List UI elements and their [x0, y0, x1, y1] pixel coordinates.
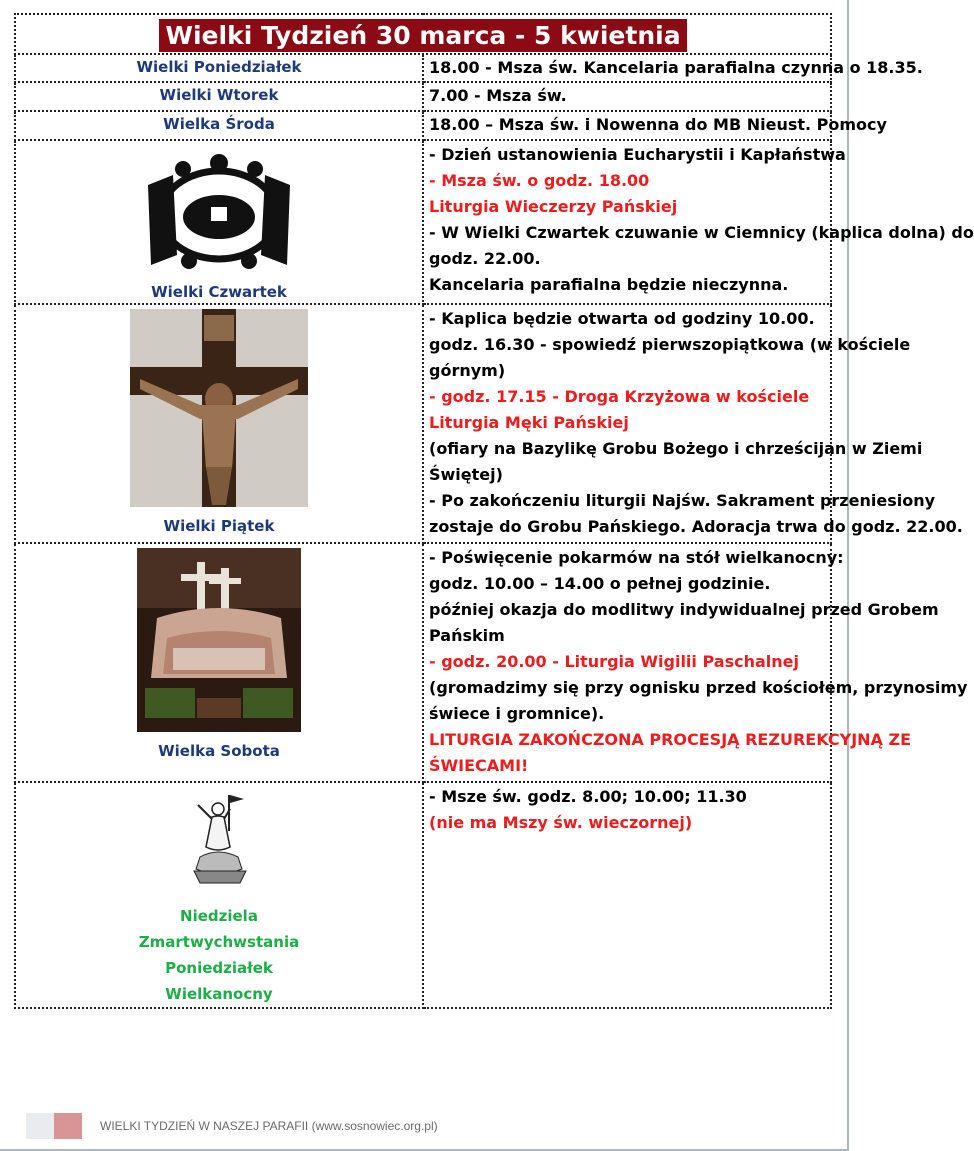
desc-line: - Msze św. godz. 8.00; 10.00; 11.30 [429, 787, 747, 806]
day-name-sunday-1: Niedziela [180, 907, 258, 925]
desc-cell-monday [423, 54, 923, 82]
day-name-friday: Wielki Piątek [163, 517, 275, 535]
desc-cell-friday [423, 304, 963, 543]
desc-line: 7.00 - Msza św. [429, 86, 567, 105]
desc-line: 18.00 - Msza św. Kancelaria parafialna czynna o 18.35. [429, 58, 923, 77]
desc-line-highlight: - godz. 20.00 - Liturgia Wigilii Paschalnej [429, 652, 799, 671]
desc-line: - Dzień ustanowienia Eucharystii i Kapłaństwa [429, 145, 846, 164]
risen-christ-image [186, 787, 252, 887]
desc-cell-saturday [423, 543, 968, 782]
desc-line: - Po zakończeniu liturgii Najśw. Sakrament przeniesiony [429, 491, 936, 510]
page-title: Wielki Tydzień 30 marca - 5 kwietnia [159, 19, 686, 52]
day-name-monday: Wielki Poniedziałek [136, 58, 302, 76]
desc-line: Świętej) [429, 465, 503, 484]
desc-line: później okazja do modlitwy indywidualnej przed Grobem [429, 600, 939, 619]
desc-line: godz. 16.30 - spowiedź pierwszopiątkowa (w kościele [429, 335, 911, 354]
holy-week-schedule [14, 13, 974, 1009]
day-cell-monday [15, 54, 423, 82]
day-name-tuesday: Wielki Wtorek [159, 86, 279, 104]
desc-line-highlight: Liturgia Męki Pańskiej [429, 413, 629, 432]
title-row [15, 14, 831, 54]
desc-line: - Kaplica będzie otwarta od godziny 10.00. [429, 309, 815, 328]
day-cell-friday [15, 304, 423, 543]
desc-line: - Poświęcenie pokarmów na stół wielkanocny: [429, 548, 844, 567]
desc-line-highlight: ŚWIECAMI! [429, 756, 529, 775]
desc-line: godz. 10.00 – 14.00 o pełnej godzinie. [429, 574, 771, 593]
desc-line: zostaje do Grobu Pańskiego. Adoracja trwa do godz. 22.00. [429, 517, 963, 536]
desc-line-highlight: Liturgia Wieczerzy Pańskiej [429, 197, 678, 216]
desc-cell-sunday [423, 782, 831, 1008]
desc-line-highlight: LITURGIA ZAKOŃCZONA PROCESJĄ REZUREKCYJNĄ ZE [429, 730, 912, 749]
row-saturday [15, 543, 831, 782]
last-supper-image [143, 145, 295, 277]
desc-line-highlight: - godz. 17.15 - Droga Krzyżowa w kościele [429, 387, 810, 406]
footer-grey-square [26, 1113, 54, 1139]
day-cell-saturday [15, 543, 423, 782]
desc-line: - W Wielki Czwartek czuwanie w Ciemnicy (kaplica dolna) do [429, 223, 974, 242]
day-cell-wednesday [15, 111, 423, 140]
desc-cell-tuesday [423, 82, 831, 111]
row-tuesday [15, 82, 831, 111]
desc-cell-thursday [423, 140, 974, 304]
desc-cell-wednesday [423, 111, 887, 140]
crucifix-image [130, 309, 308, 507]
row-thursday [15, 140, 831, 304]
desc-line-highlight: - Msza św. o godz. 18.00 [429, 171, 650, 190]
title-cell [15, 14, 831, 54]
desc-line: Pańskim [429, 626, 505, 645]
desc-line: (gromadzimy się przy ognisku przed kościołem, przynosimy [429, 678, 968, 697]
day-name-saturday: Wielka Sobota [158, 742, 280, 760]
row-wednesday [15, 111, 831, 140]
day-cell-tuesday [15, 82, 423, 111]
row-sunday [15, 782, 831, 1008]
desc-line: Kancelaria parafialna będzie nieczynna. [429, 275, 789, 294]
holy-sepulchre-image [137, 548, 301, 732]
day-name-wednesday: Wielka Środa [163, 115, 275, 133]
desc-line: górnym) [429, 361, 506, 380]
page-footer [26, 1113, 438, 1139]
desc-line: świece i gromnice). [429, 704, 605, 723]
day-name-thursday: Wielki Czwartek [151, 283, 287, 301]
footer-text: WIELKI TYDZIEŃ W NASZEJ PARAFII (www.sosnowiec.org.pl) [100, 1119, 438, 1133]
row-friday [15, 304, 831, 543]
day-name-sunday-2: Zmartwychwstania [138, 933, 300, 951]
desc-line: (ofiary na Bazylikę Grobu Bożego i chrześcijan w Ziemi [429, 439, 923, 458]
day-name-monday-easter-2: Wielkanocny [165, 985, 273, 1003]
footer-red-square [54, 1113, 82, 1139]
desc-line: 18.00 – Msza św. i Nowenna do MB Nieust. Pomocy [429, 115, 887, 134]
desc-line: godz. 22.00. [429, 249, 541, 268]
day-cell-thursday [15, 140, 423, 304]
desc-line-highlight: (nie ma Mszy św. wieczornej) [429, 813, 693, 832]
day-cell-sunday [15, 782, 423, 1008]
row-monday [15, 54, 831, 82]
day-name-monday-easter-1: Poniedziałek [165, 959, 273, 977]
